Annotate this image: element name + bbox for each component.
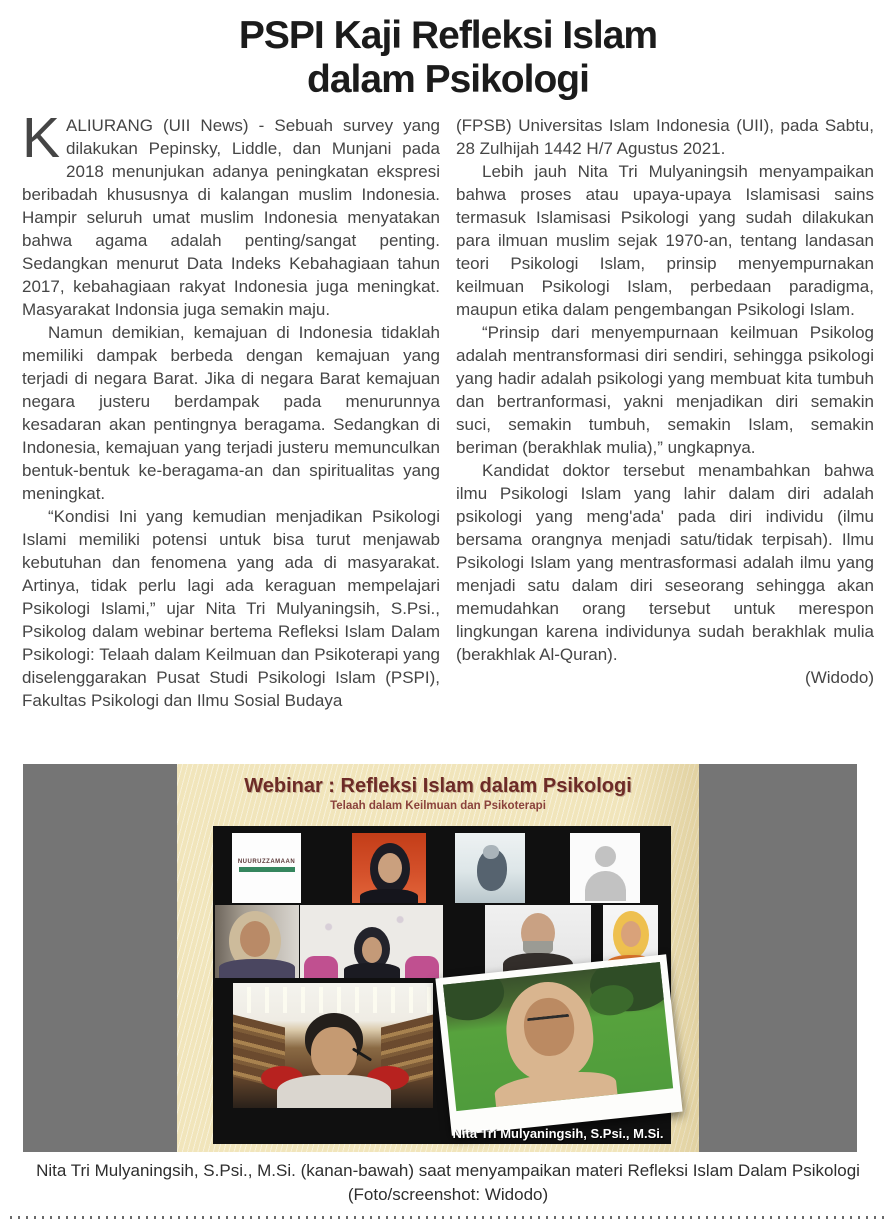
article-body bbox=[22, 114, 874, 760]
person-silhouette bbox=[311, 1027, 357, 1079]
paragraph-6: “Prinsip dari menyempurnaan keilmuan Psikolog adalah mentransformasi diri sendiri, sehingga psikologi yang hadir adalah psikologi yang membuat kita tumbuh dan bertranformasi, yakni menjadikan diri semakin suci, semakin tumbuh, semakin Islam, semakin beriman (berakhlak mulia),” ungkapnya. bbox=[456, 323, 874, 457]
paragraph-4: (FPSB) Universitas Islam Indonesia (UII), pada Sabtu, 28 Zulhijah 1442 H/7 Agustus 2021. bbox=[456, 116, 874, 158]
participant-tile-hijab-dark bbox=[300, 905, 443, 978]
photo-caption-line1: Nita Tri Mulyaningsih, S.Psi., M.Si. (kanan-bawah) saat menyampaikan materi Refleksi Islam Dalam Psikologi bbox=[36, 1161, 860, 1180]
person-silhouette bbox=[483, 845, 499, 859]
paragraph-3: “Kondisi Ini yang kemudian menjadikan Psikologi Islami memiliki potensi untuk bisa turut menjawab kebutuhan dan fenomena yang ada di masyarakat. Artinya, tidak perlu lagi ada keraguan mempelajari Psikologi Islami,” ujar Nita Tri Mulyaningsih, S.Psi., Psikolog dalam webinar bertema Refleksi Islam Dalam Psikologi: Telaah dalam Keilmuan dan Psikoterapi yang diselenggarakan Pusat Studi Psikologi Islam (PSPI), Fakultas Psikologi dan Ilmu Sosial Budaya bbox=[22, 507, 440, 710]
participant-tile-hijab-light bbox=[215, 905, 299, 978]
paragraph-1 bbox=[22, 114, 440, 321]
article-column-left bbox=[22, 114, 440, 760]
person-silhouette bbox=[360, 889, 418, 903]
bush-shape bbox=[443, 965, 507, 1024]
headline-line1: PSPI Kaji Refleksi Islam bbox=[238, 14, 658, 57]
photo-caption bbox=[0, 1159, 896, 1207]
participant-tile-hijab-orange bbox=[352, 833, 426, 903]
speaker-name-label: Nita Tri Mulyaningsih, S.Psi., M.Si. bbox=[452, 1126, 664, 1141]
paragraph-7: Kandidat doktor tersebut menambahkan bahwa ilmu Psikologi Islam yang lahir dalam diri adalah psikologi yang meng'ada' pada diri individu (ilmu bersama orangnya menjadi satu/tidak terpisah). Ilmu Psikologi Islam yang mentrasformasi adalah ilmu yang menjadi satu dalam diri seseorang sehingga akan memudahkan orang tersebut untuk merespon lingkungan karena individunya sudah berakhlak mulia (berakhlak Al-Quran). bbox=[456, 461, 874, 664]
photo-caption-line2: (Foto/screenshot: Widodo) bbox=[347, 1185, 549, 1204]
sofa-shape bbox=[405, 956, 439, 978]
sofa-shape bbox=[304, 956, 338, 978]
logo-green-bar bbox=[239, 867, 295, 872]
person-silhouette bbox=[344, 963, 400, 978]
participant-tile-placeholder bbox=[570, 833, 640, 903]
paragraph-5: Lebih jauh Nita Tri Mulyaningsih menyampaikan bahwa proses atau upaya-upaya Islamisasi sains termasuk Islamisasi Psikologi yang sudah dilakukan para ilmuan muslim sejak 1970-an, tentang landasan teori Psikologi Islam, prinsip menyempurnakan keilmuan Psikologi Islam, perbedaan paradigma, maupun etika dalam pengembangan Psikologi Islam. bbox=[456, 162, 874, 319]
webinar-slide-title: Webinar : Refleksi Islam dalam Psikologi bbox=[244, 775, 632, 797]
article-photo-frame bbox=[23, 764, 857, 1152]
paragraph-2: Namun demikian, kemajuan di Indonesia tidaklah memiliki dampak berbeda dengan kemajuan yang terjadi di negara Barat. Jika di negara Barat kemajuan negara justeru berdampak pada menurunnya kesadaran akan pentingnya beragama. Sedangkan di Indonesia, kemajuan yang terjadi justeru memunculkan bentuk-bentuk ke-beragama-an dan spiritualitas yang meningkat. bbox=[22, 323, 440, 503]
avatar-placeholder-icon bbox=[595, 846, 616, 867]
webinar-slide-subtitle: Telaah dalam Keilmuan dan Psikoterapi bbox=[330, 800, 546, 812]
video-conference-grid bbox=[213, 826, 671, 1144]
paragraph-1-text: ALIURANG (UII News) - Sebuah survey yang dilakukan Pepinsky, Liddle, dan Munjani pada 2018 menunjukan adanya peningkatan ekspresi beribadah khususnya di kalangan muslim Indonesia. Hampir seluruh umat muslim Indonesia menyatakan bahwa agama adalah penting/sangat penting. Sedangkan menurut Data Indeks Kebahagiaan tahun 2017, kebahagiaan rakyat Indonesia juga meningkat. Masyarakat Indonsia juga semakin maju. bbox=[22, 116, 440, 319]
author-byline: (Widodo) bbox=[805, 668, 874, 687]
person-silhouette bbox=[219, 959, 295, 978]
avatar-placeholder-icon bbox=[585, 871, 626, 901]
ceiling-lights bbox=[233, 987, 433, 1013]
person-silhouette bbox=[277, 1075, 391, 1108]
bottom-dotted-rule bbox=[10, 1216, 886, 1219]
person-silhouette bbox=[378, 853, 402, 883]
participant-tile-outdoor bbox=[455, 833, 525, 903]
headline-line2: dalam Psikologi bbox=[307, 58, 589, 101]
person-silhouette bbox=[240, 921, 270, 957]
participant-tile-library bbox=[233, 983, 433, 1108]
speaker-polaroid-photo bbox=[435, 954, 682, 1135]
webinar-slide bbox=[177, 764, 699, 1152]
article-column-right bbox=[456, 114, 874, 760]
logo-text: NUURUZZAMAAN bbox=[237, 859, 296, 865]
dropcap-letter: K bbox=[22, 114, 61, 170]
article-headline bbox=[0, 0, 896, 102]
speaker-photo bbox=[443, 962, 673, 1111]
person-silhouette bbox=[493, 1067, 618, 1111]
person-silhouette bbox=[362, 937, 382, 963]
person-silhouette bbox=[621, 921, 641, 947]
participant-tile-logo bbox=[232, 833, 301, 903]
